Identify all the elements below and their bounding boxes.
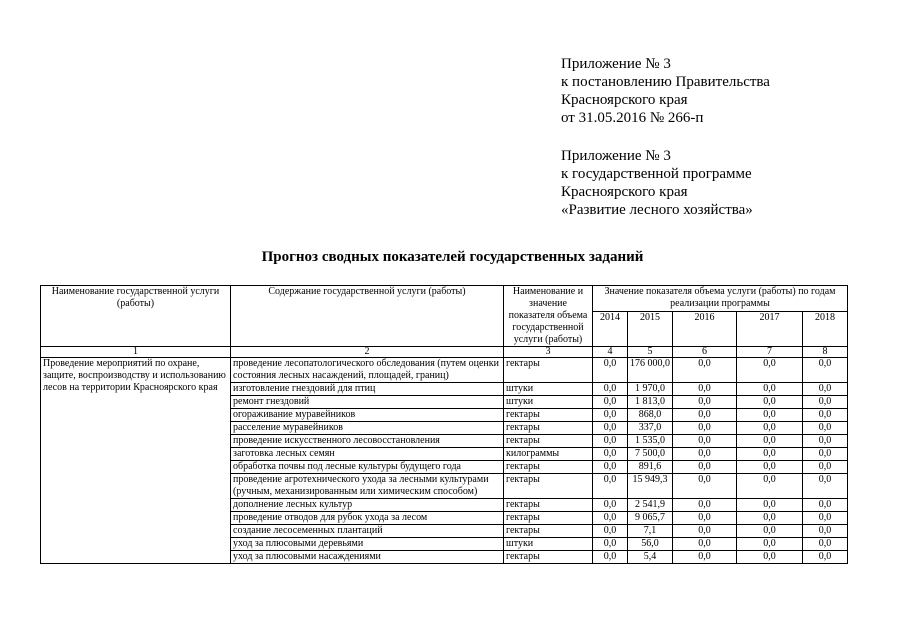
value-cell: 0,0 (737, 474, 803, 499)
value-cell: 0,0 (593, 396, 628, 409)
value-cell: 0,0 (737, 409, 803, 422)
column-number: 7 (737, 347, 803, 358)
content-cell: заготовка лесных семян (231, 448, 504, 461)
table-row (41, 358, 848, 383)
value-cell: 0,0 (737, 358, 803, 383)
value-cell: 0,0 (803, 422, 848, 435)
unit-cell: гектары (504, 474, 593, 499)
value-cell: 0,0 (673, 409, 737, 422)
value-cell: 0,0 (737, 512, 803, 525)
value-cell: 0,0 (673, 358, 737, 383)
value-cell: 0,0 (803, 551, 848, 564)
value-cell: 0,0 (673, 383, 737, 396)
header-year: 2015 (628, 312, 673, 347)
content-cell: проведение агротехнического ухода за лесными культурами (ручным, механизированным или химическим способом) (231, 474, 504, 499)
value-cell: 0,0 (673, 448, 737, 461)
value-cell: 0,0 (673, 422, 737, 435)
unit-cell: штуки (504, 383, 593, 396)
value-cell: 0,0 (673, 551, 737, 564)
value-cell: 0,0 (803, 383, 848, 396)
value-cell: 0,0 (803, 409, 848, 422)
unit-cell: гектары (504, 499, 593, 512)
value-cell: 0,0 (593, 383, 628, 396)
appendix-line: к постановлению Правительства (561, 74, 770, 90)
value-cell: 0,0 (803, 358, 848, 383)
unit-cell: штуки (504, 538, 593, 551)
appendix-line: от 31.05.2016 № 266-п (561, 110, 704, 126)
value-cell: 1 813,0 (628, 396, 673, 409)
value-cell: 0,0 (593, 551, 628, 564)
value-cell: 0,0 (803, 512, 848, 525)
content-cell: уход за плюсовыми насаждениями (231, 551, 504, 564)
value-cell: 1 535,0 (628, 435, 673, 448)
value-cell: 2 541,9 (628, 499, 673, 512)
indicators-table (40, 285, 848, 564)
unit-cell: гектары (504, 358, 593, 383)
value-cell: 0,0 (593, 512, 628, 525)
value-cell: 0,0 (593, 435, 628, 448)
content-cell: ремонт гнездовий (231, 396, 504, 409)
column-number: 5 (628, 347, 673, 358)
appendix-block-program (561, 147, 753, 219)
value-cell: 0,0 (803, 525, 848, 538)
value-cell: 0,0 (737, 396, 803, 409)
value-cell: 0,0 (737, 499, 803, 512)
unit-cell: гектары (504, 512, 593, 525)
value-cell: 0,0 (737, 422, 803, 435)
value-cell: 0,0 (673, 525, 737, 538)
unit-cell: гектары (504, 435, 593, 448)
value-cell: 7,1 (628, 525, 673, 538)
value-cell: 0,0 (737, 525, 803, 538)
table-body (41, 358, 848, 564)
column-number: 1 (41, 347, 231, 358)
value-cell: 0,0 (673, 435, 737, 448)
value-cell: 337,0 (628, 422, 673, 435)
value-cell: 0,0 (593, 538, 628, 551)
value-cell: 0,0 (803, 538, 848, 551)
value-cell: 5,4 (628, 551, 673, 564)
value-cell: 0,0 (593, 448, 628, 461)
value-cell: 0,0 (593, 499, 628, 512)
unit-cell: килограммы (504, 448, 593, 461)
value-cell: 0,0 (673, 512, 737, 525)
unit-cell: гектары (504, 422, 593, 435)
value-cell: 9 065,7 (628, 512, 673, 525)
value-cell: 0,0 (673, 538, 737, 551)
value-cell: 0,0 (803, 499, 848, 512)
document-title: Прогноз сводных показателей государственных заданий (261, 249, 644, 265)
value-cell: 0,0 (593, 474, 628, 499)
value-cell: 0,0 (593, 409, 628, 422)
service-name-cell: Проведение мероприятий по охране, защите, воспроизводству и использованию лесов на территории Красноярского края (41, 358, 231, 564)
value-cell: 1 970,0 (628, 383, 673, 396)
column-number: 8 (803, 347, 848, 358)
unit-cell: гектары (504, 409, 593, 422)
content-cell: проведение отводов для рубок ухода за лесом (231, 512, 504, 525)
value-cell: 0,0 (737, 448, 803, 461)
content-cell: проведение искусственного лесовосстановления (231, 435, 504, 448)
column-number: 6 (673, 347, 737, 358)
value-cell: 15 949,3 (628, 474, 673, 499)
value-cell: 0,0 (593, 422, 628, 435)
value-cell: 0,0 (737, 461, 803, 474)
unit-cell: гектары (504, 461, 593, 474)
value-cell: 0,0 (803, 448, 848, 461)
header-year: 2014 (593, 312, 628, 347)
content-cell: огораживание муравейников (231, 409, 504, 422)
unit-cell: гектары (504, 551, 593, 564)
header-year: 2017 (737, 312, 803, 347)
appendix-block-resolution (561, 55, 770, 127)
header-year: 2018 (803, 312, 848, 347)
value-cell: 0,0 (737, 435, 803, 448)
value-cell: 868,0 (628, 409, 673, 422)
value-cell: 0,0 (803, 396, 848, 409)
unit-cell: гектары (504, 525, 593, 538)
value-cell: 0,0 (673, 474, 737, 499)
appendix-line: к государственной программе (561, 166, 752, 182)
column-number: 3 (504, 347, 593, 358)
appendix-line: Красноярского края (561, 92, 688, 108)
value-cell: 0,0 (593, 525, 628, 538)
content-cell: изготовление гнездовий для птиц (231, 383, 504, 396)
value-cell: 0,0 (737, 538, 803, 551)
column-number: 4 (593, 347, 628, 358)
appendix-line: «Развитие лесного хозяйства» (561, 202, 753, 218)
header-year: 2016 (673, 312, 737, 347)
content-cell: проведение лесопатологического обследования (путем оценки состояния лесных насаждений, площадей, границ) (231, 358, 504, 383)
unit-cell: штуки (504, 396, 593, 409)
header-indicator: Наименование и значение показателя объема государственной услуги (работы) (504, 286, 593, 347)
value-cell: 0,0 (593, 461, 628, 474)
content-cell: уход за плюсовыми деревьями (231, 538, 504, 551)
value-cell: 891,6 (628, 461, 673, 474)
content-cell: создание лесосеменных плантаций (231, 525, 504, 538)
value-cell: 0,0 (737, 383, 803, 396)
value-cell: 0,0 (673, 499, 737, 512)
appendix-line: Приложение № 3 (561, 148, 671, 164)
value-cell: 0,0 (803, 435, 848, 448)
value-cell: 7 500,0 (628, 448, 673, 461)
column-number: 2 (231, 347, 504, 358)
value-cell: 56,0 (628, 538, 673, 551)
value-cell: 0,0 (803, 474, 848, 499)
content-cell: дополнение лесных культур (231, 499, 504, 512)
value-cell: 0,0 (673, 461, 737, 474)
header-values-by-year: Значение показателя объема услуги (работы) по годам реализации программы (593, 286, 848, 312)
value-cell: 0,0 (803, 461, 848, 474)
content-cell: обработка почвы под лесные культуры будущего года (231, 461, 504, 474)
value-cell: 0,0 (737, 551, 803, 564)
content-cell: расселение муравейников (231, 422, 504, 435)
value-cell: 0,0 (593, 358, 628, 383)
value-cell: 0,0 (673, 396, 737, 409)
appendix-line: Приложение № 3 (561, 56, 671, 72)
header-service: Наименование государственной услуги (работы) (41, 286, 231, 347)
appendix-line: Красноярского края (561, 184, 688, 200)
value-cell: 176 000,0 (628, 358, 673, 383)
header-content: Содержание государственной услуги (работы) (231, 286, 504, 347)
